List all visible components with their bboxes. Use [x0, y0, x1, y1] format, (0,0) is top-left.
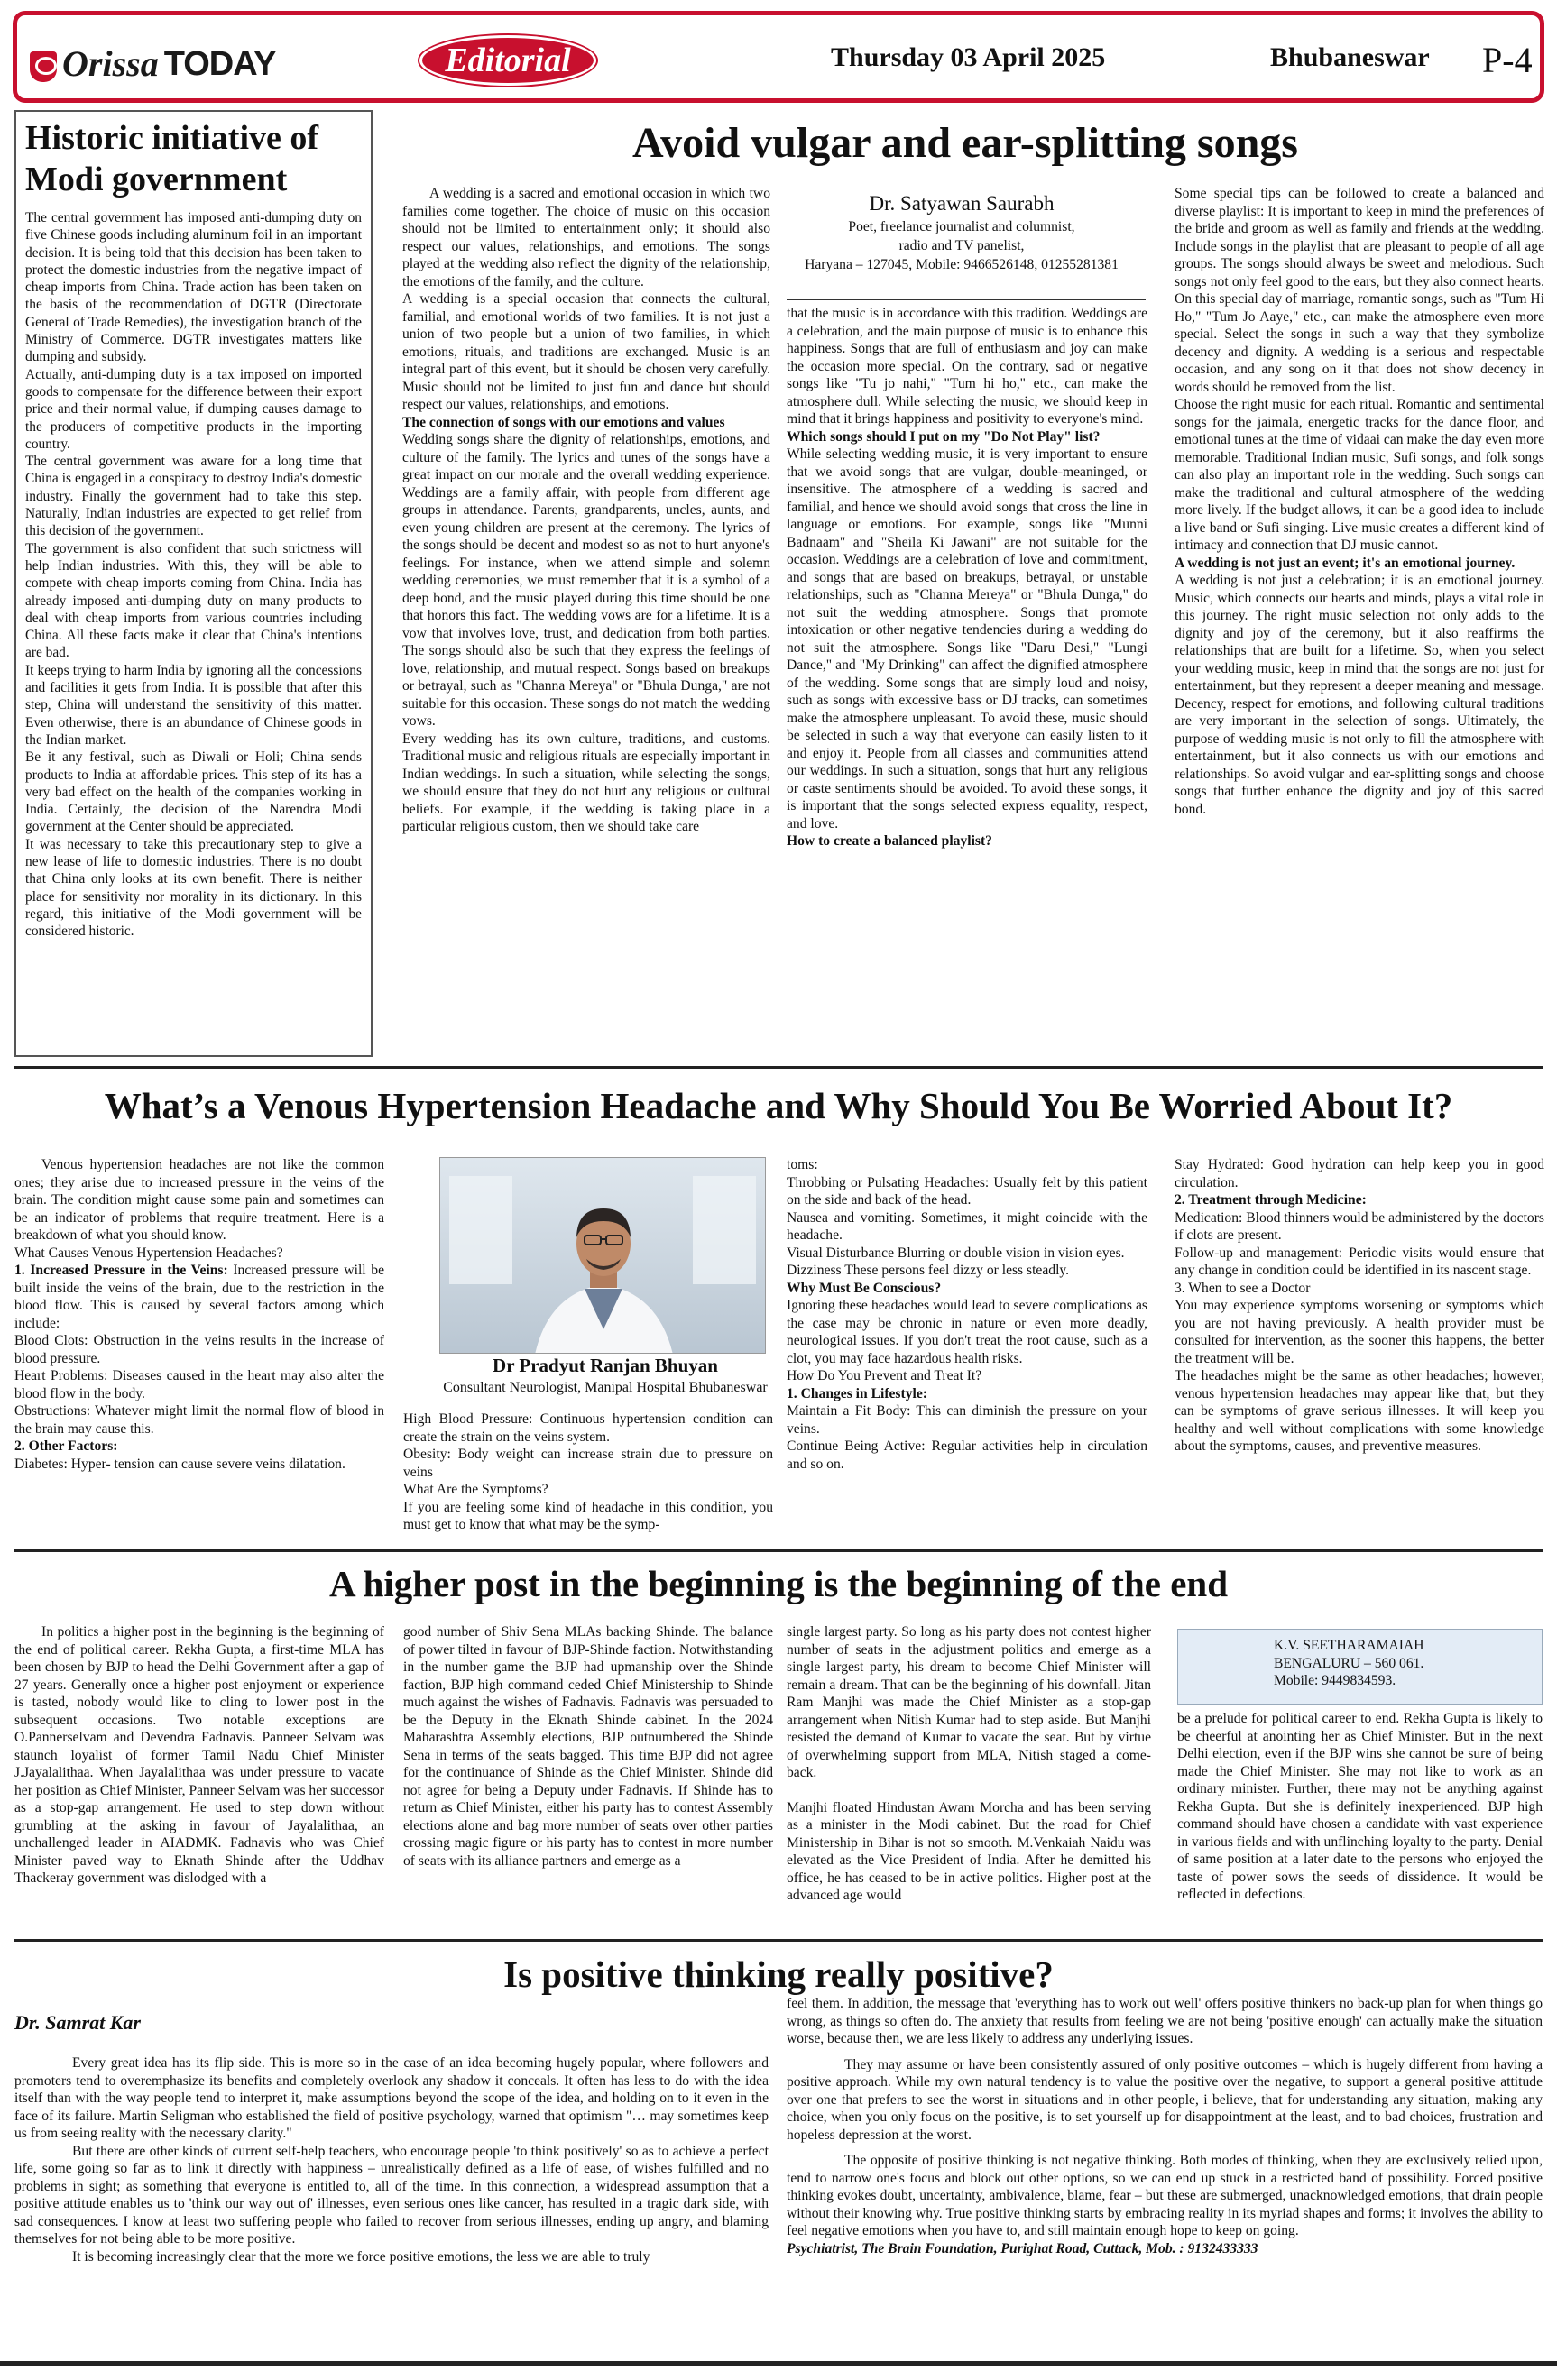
paragraph: It was necessary to take this precautionary step to give a new lease of life to domestic industries. There is no doubt that China only looks at its own benefit. There is neither place for sensitivity nor morality in its dictionary. In this regard, this initiative of the Modi government will be considered historic. — [25, 836, 362, 940]
author-byline — [778, 190, 1146, 274]
article2-column-2 — [787, 305, 1147, 850]
article-title-avoid-vulgar-songs: Avoid vulgar and ear-splitting songs — [632, 119, 1298, 167]
paragraph: A wedding is a sacred and emotional occasion in which two families come together. The choice of music on this occasion should not be limited to entertainment only; it should also respect our values, relationships, and emotions. The songs played at the wedding also reflect the dignity of the relationship, the emotions of the family, and the culture. — [402, 186, 770, 289]
subheading: Why Must Be Conscious? — [787, 1280, 942, 1296]
subheading: 2. Treatment through Medicine: — [1175, 1192, 1367, 1208]
paragraph: feel them. In addition, the message that 'everything has to work out well' offers positive thinkers no back-up plan for when things go wrong, as things so often do. The anxiety that results from feeling we are not being 'positive enough' can actually make the situation worse, because then, we are less likely to address any underlying issues. — [787, 1996, 1543, 2046]
article-title-venous-headache: What’s a Venous Hypertension Headache and Why Should You Be Worried About It? — [104, 1085, 1453, 1126]
author-mobile: Mobile: 9449834593. — [1274, 1673, 1396, 1688]
paragraph: It is becoming increasingly clear that the more we force positive emotions, the less we are able to truly — [72, 2248, 650, 2265]
paragraph: A wedding is a special occasion that connects the cultural, familial, and emotional worlds of two families. It is not just a union of two people but a union of two families, in which emotions, rituals, and traditions are exchanged. Music is an integral part of this event, but it should be chosen very carefully. Music should not be limited to just fun and dance but should respect our values, relationships, and emotions. — [402, 291, 770, 412]
paragraph: Throbbing or Pulsating Headaches: Usually felt by this patient on the side and back of the head. — [787, 1174, 1147, 1208]
paragraph: Nausea and vomiting. Sometimes, it might coincide with the headache. — [787, 1209, 1147, 1243]
paragraph: 3. When to see a Doctor — [1175, 1280, 1311, 1296]
author-desc: Poet, freelance journalist and columnist, — [848, 219, 1075, 234]
paragraph: It keeps trying to harm India by ignoring all the concessions and facilities it gets from India. It is possible that after this step, China will understand the sensitivity of this matter. Even otherwise, there is an abundance of Chinese goods in the Indian market. — [25, 662, 362, 748]
paragraph: good number of Shiv Sena MLAs backing Shinde. The balance of power tilted in favour of BJP-Shinde faction. Notwithstanding in the number game the BJP had upmanship over the Shinde faction, BJP high command ceded Chief Ministership to Shinde much against the wishes of Fadnavis. Fadnavis was persuaded to be the Deputy in the Eknath Shinde cabinet. In the 2024 Maharashtra Assembly elections, BJP outnumbered the Shinde Sena in terms of the seats bagged. This time BJP did not agree for the continuance of Shinde as the Chief Minister. Shinde did not agree for being a Deputy under Fadnavis. If Shinde has to return as Chief Minister, either his party has to contest Assembly elections alone and bag more number of seats over other parties crossing magic figure or his party has to contest in more number of seats with its alliance partners and emerge as a — [403, 1624, 773, 1869]
section-divider — [14, 1939, 1543, 1942]
section-divider — [14, 1549, 1543, 1552]
paragraph: A wedding is not just a celebration; it is an emotional journey. Music, which connects our hearts and minds, plays a vital role in this journey. The right music selection not only adds to the dignity and joy of the ceremony, but it also reaffirms the relationships that are built for a lifetime. So, when you select your wedding music, keep in mind that the songs are not just for entertainment, but they represent a deeper meaning and message. Decency, respect for emotions, and following cultural traditions are very important in the selection of songs. Ultimately, the purpose of wedding music is not only to fill the atmosphere with entertainment, but it also connects us with our emotions and relationships. So avoid vulgar and ear-splitting songs and choose songs that further enhance the dignity and joy of this sacred bond. — [1175, 573, 1544, 817]
paragraph: While selecting wedding music, it is very important to ensure that we avoid songs that are vulgar, double-meaninged, or insensitive. The atmosphere of a wedding is sacred and familial, and hence we should avoid songs that cross the line in language or emotions. For example, songs like "Munni Badnaam" and "Sheila Ki Jawani" are not suitable for the occasion. Weddings are a celebration of love and commitment, and songs that are based on breakups, betrayal, or unstable relationships, such as "Channa Mereya" or "Bhula Dunga," do not suit the wedding atmosphere. Songs that promote intoxication or other negative tendencies during a wedding do not suit the atmosphere. Songs like "Daru Desi," "Lungi Dance," and "My Drinking" can affect the dignified atmosphere of the wedding. Some songs that are simply loud and noisy, such as songs with excessive bass or DJ tracks, can sometimes make the atmosphere unpleasant. To avoid these, music should be selected in such a way that everyone can easily listen to it and enjoy it. People from all classes and communities attend our weddings. In such a situation, songs that hurt any religious or caste sentiments should be avoided. To avoid these songs, it is important that the songs selected express equality, respect, and love. — [787, 446, 1147, 832]
logo-text: Orissa — [62, 43, 159, 84]
section-badge: Editorial — [419, 35, 596, 86]
paragraph: But there are other kinds of current self-help teachers, who encourage people 'to think positively' so as to achieve a perfect life, some going so far as to link it directly with happiness – unrealistically defined as a life of ease, of wishes fulfilled and no problems in sight; as something that everyone is entitled to, all of the time. In this connection, a widespread assumption that a positive attitude enables us to 'think our way out of' illnesses, even serious ones like cancer, has resulted in a tragic dark side, with sad consequences. I know at least two suffering people who failed to recover from serious illnesses, ending up angry, and blaming themselves for not being able to be more positive. — [14, 2143, 769, 2247]
paragraph: be a prelude for political career to end. Rekha Gupta is likely to be cheerful at anointing her as Chief Minister. But in the next Delhi election, even if the BJP wins she cannot be sure of being made the Chief Minister. She may not like to work as an ordinary minister. Further, there may not be anything against Rekha Gupta. But she is definitely inexperienced. BJP high command should have chosen a candidate with vast experience in various fields and with unflinching loyalty to the party. Denial of same position at a later date to the persons who enjoyed the taste of power sows the seeds of dissidence. It would be reflected in defections. — [1177, 1711, 1543, 1902]
article4-column-3 — [787, 1623, 1151, 1905]
paragraph: The central government has imposed anti-dumping duty on five Chinese goods including aluminum foil in an important decision. It is being told that this decision has been taken to protect the domestic industries from the negative impact of cheap imports from China. Trade action has been taken on the basis of the recommendation of DGTR (Directorate General of Trade Remedies), the investigation branch of the Ministry of Commerce. DGTR investigates matters like dumping and subsidy. — [25, 210, 362, 365]
paragraph: Every wedding has its own culture, traditions, and customs. Traditional music and religious rituals are especially important in Indian weddings. In such a situation, while selecting the songs, we should ensure that they do not hurt any religious or cultural beliefs. For example, if the wedding is taking place in a particular religious custom, then we should take care — [402, 731, 770, 834]
paragraph: Medication: Blood thinners would be administered by the doctors if clots are present. — [1175, 1209, 1544, 1243]
article5-column-1 — [14, 2054, 769, 2265]
divider — [787, 299, 1146, 300]
subheading: 2. Other Factors: — [14, 1438, 118, 1454]
article2-column-1 — [402, 185, 770, 836]
paragraph: They may assume or have been consistently assured of only positive outcomes – which is hugely different from having a positive approach. While my own natural tendency is to value the positive over the negative, to support a general positive attitude over one that prefers to see the worst in situations and in other people, i believe, that for understanding any situation, making any choice, when you only focus on the positive, is to set yourself up for disappointment at the least, and to bad choices, frustration and hopeless depression at the worst. — [787, 2056, 1543, 2143]
paragraph: Choose the right music for each ritual. Romantic and sentimental songs for the jaimala, energetic tracks for the dance floor, and emotional tunes at the time of vidaai can make the day even more memorable. Traditional Indian music, Sufi songs, and folk songs can also play an important role in the wedding. Such songs can make the traditional and cultural atmosphere of the wedding more lively. If the budget allows, it can be a good idea to include a live band or Sufi singing. Live music creates a different kind of intimacy and connection that DJ music cannot. — [1175, 397, 1544, 553]
paragraph: In politics a higher post in the beginning is the beginning of the end of political career. Rekha Gupta, a first-time MLA has been chosen by BJP to head the Delhi Government after a gap of 27 years. Generally once a higher post enjoyment or experience is tasted, nobody would like to cling to lower post in the subsequent occasions. Two notable exceptions are O.Pannerselvam and Devendra Fadnavis. Panneer Selvam was staunch loyalist of former Tamil Nadu Chief Minister J.Jayalalithaa. When Jayalalithaa was under pressure to vacate her position as Chief Minister, Panneer Selvam was her successor as a stop-gap arrangement. He used to step down without grumbling at the asking in favour of Jayalalithaa, an unchallenged leader in AIADMK. Fadnavis who was Chief Minister paved way to Eknath Shinde after the Uddhav Thackeray government was dislodged with a — [14, 1624, 384, 1886]
article-title-positive-thinking: Is positive thinking really positive? — [503, 1953, 1054, 1995]
issue-city: Bhubaneswar — [1270, 42, 1430, 72]
article3-column-3 — [787, 1156, 1147, 1473]
paragraph: Be it any festival, such as Diwali or Holi; China sends products to India at affordable prices. This step of its has a very bad effect on the health of the companies working in India. Certainly, the decision of the Narendra Modi government at the Center should be appreciated. — [25, 749, 362, 835]
paragraph: Diabetes: Hyper- tension can cause severe veins dilatation. — [14, 1456, 345, 1472]
paragraph: Follow-up and management: Periodic visits would ensure that any change in condition could be identified in its nascent stage. — [1175, 1245, 1544, 1278]
author-desc: radio and TV panelist, — [898, 238, 1025, 253]
paragraph: High Blood Pressure: Continuous hypertension condition can create the strain on the veins system. — [403, 1411, 773, 1445]
paragraph: If you are feeling some kind of headache in this condition, you must get to know that what may be the symp- — [403, 1499, 773, 1532]
paragraph: Blood Clots: Obstruction in the veins results in the increase of blood pressure. — [14, 1333, 384, 1366]
logo-emblem-icon — [30, 51, 57, 82]
author-name: K.V. SEETHARAMAIAH — [1274, 1638, 1424, 1653]
paragraph: Stay Hydrated: Good hydration can help keep you in good circulation. — [1175, 1157, 1544, 1190]
page-number: P-4 — [1482, 40, 1533, 80]
paragraph: The government is also confident that such strictness will help Indian industries. With this, they will be able to compete with cheap imports coming from China. India has already imposed anti-dumping duty on many products to deal with cheap imports from various countries including China. All these facts make it clear that China's intentions are bad. — [25, 540, 362, 661]
paragraph: What Are the Symptoms? — [403, 1482, 548, 1497]
paragraph: The central government was aware for a long time that China is engaged in a conspiracy to destroy India's domestic industry. Finally the government had to take this step. Naturally, Indian industries are expected to get relief from this decision of the government. — [25, 454, 362, 539]
paragraph: Ignoring these headaches would lead to severe complications as the case may be chronic in nature or even more deadly, neurological issues. If you don't treat the root cause, such as a clot, you may face hazardous health risks. — [787, 1298, 1147, 1366]
article-title: Historic initiative of Modi government — [25, 119, 319, 198]
page-bottom-rule — [0, 2361, 1557, 2366]
paragraph: Venous hypertension headaches are not like the common ones; they arise due to increased pressure in the veins of the brain. The condition might cause some pain and sometimes can be an indicator of problems that require treatment. Here is a breakdown of what you should know. — [14, 1157, 384, 1243]
issue-date: Thursday 03 April 2025 — [831, 42, 1106, 72]
article4-column-1 — [14, 1623, 384, 1888]
article2-column-3 — [1175, 185, 1544, 818]
paragraph: Wedding songs share the dignity of relationships, emotions, and culture of the family. The lyrics and tunes of the songs have a great impact on our morale and the overall wedding experience. Weddings are a family affair, with people from different age groups in attendance. Parents, grandparents, uncles, aunts, and even young children are present at the ceremony. The lyrics of the songs should be decent and modest so as not to hurt anyone's feelings. For instance, when we attend simple and solemn wedding ceremonies, we must remember that it is a symbol of a deep bond, and the music played during this time should be one that honors this fact. The wedding vows are for a lifetime. It is a vow that involves love, trust, and dedication from both parties. The songs should also be such that they express the feelings of love, relationship, and mutual respect. Songs based on breakups or betrayal, such as "Channa Mereya" or "Bhula Dunga," are not suitable for this occasion. These songs do not match the wedding vows. — [402, 432, 770, 729]
paragraph: Some special tips can be followed to create a balanced and diverse playlist: It is important to keep in mind the preferences of the bride and groom as well as family and friends at the wedding. Include songs in the playlist that are pleasant to people of all age groups. The songs should always be sweet and melodious. Such songs not only feel good to the ears, but they also connect hearts. On this special day of marriage, romantic songs, such as "Tum Hi Ho," "Tum Jo Aaye," etc., can make the atmosphere even more special. Select the songs in such a way that they symbolize decency and dignity. A wedding is a serious and respectable occasion, and any song on it that does not show decency in words should be removed from the list. — [1175, 186, 1544, 395]
logo-text-today: TODAY — [163, 45, 276, 83]
paragraph: The opposite of positive thinking is not negative thinking. Both modes of thinking, when they are exclusively relied upon, tend to narrow one's focus and block out other options, so we can end up stuck in a restricted band of possibility. Forced positive thinking evokes doubt, uncertainty, ambivalence, blame, fear – but these are submerged, unacknowledged emotions, that drain people without their knowing why. True positive thinking starts by embracing reality in its myriad shapes and forms; it involves the ability to feel negative emotions when you have to, and still maintain enough hope to keep on going. — [787, 2153, 1543, 2238]
article3-column-4 — [1175, 1156, 1544, 1456]
paragraph: toms: — [787, 1157, 818, 1172]
paragraph: The headaches might be the same as other headaches; however, venous hypertension headaches may appear like that, but they can be symptoms of grave serious illnesses. It will keep you healthy and well without complications with some knowledge about the symptoms, causes, and preventive measures. — [1175, 1368, 1544, 1454]
paragraph: Obstructions: Whatever might limit the normal flow of blood in the brain may cause this. — [14, 1403, 384, 1437]
section-divider — [14, 1066, 1543, 1069]
paragraph: single largest party. So long as his party does not contest higher number of seats in the adjustment politics and emerge as a single largest party, his dream to become Chief Minister will remain a dream. That can be the beginning of his downfall. Jitan Ram Manjhi was made the Chief Minister as a stop-gap arrangement when Nitish Kumar had to step aside. But Manjhi resisted the demand of Kumar to vacate the seat. But by virtue of overwhelming support from MLA, Nitish staged a come-back. — [787, 1624, 1151, 1780]
author-contact-box — [1177, 1629, 1543, 1705]
article3-column-2 — [403, 1411, 773, 1534]
author-city: BENGALURU – 560 061. — [1274, 1655, 1424, 1671]
author-name: Dr. Samrat Kar — [14, 2011, 141, 2034]
article3-column-1 — [14, 1156, 384, 1473]
paragraph: Visual Disturbance Blurring or double vision in vision eyes. — [787, 1245, 1125, 1261]
article4-column-4 — [1177, 1710, 1543, 1904]
subheading: The connection of songs with our emotions and values — [402, 414, 725, 430]
article4-column-2 — [403, 1623, 773, 1870]
paragraph: You may experience symptoms worsening or symptoms which you are not having previously. A health provider must be consulted for intervention, as the sooner this happens, the better the treatment will be. — [1175, 1298, 1544, 1366]
subheading: Which songs should I put on my "Do Not Play" list? — [787, 428, 1101, 445]
author-name: Dr. Satyawan Saurabh — [869, 192, 1055, 215]
subheading: How to create a balanced playlist? — [787, 833, 992, 849]
paragraph: Dizziness These persons feel dizzy or less steadly. — [787, 1263, 1070, 1278]
article5-column-2 — [787, 1995, 1543, 2257]
subheading: A wedding is not just an event; it's an emotional journey. — [1175, 555, 1516, 571]
author-contact: Haryana – 127045, Mobile: 9466526148, 01255281381 — [805, 257, 1119, 272]
article-title-higher-post: A higher post in the beginning is the beginning of the end — [329, 1563, 1228, 1604]
paragraph: Increased pressure will be built inside the veins of the brain, due to the restriction in the blood flow. This is caused by several factors among which include: — [14, 1263, 384, 1331]
masthead — [13, 11, 1544, 103]
paragraph: Obesity: Body weight can increase strain due to pressure on veins — [403, 1447, 773, 1480]
paragraph: Actually, anti-dumping duty is a tax imposed on imported goods to compensate for the difference between their export price and their normal value, if dumping causes damage to the producers of competitive products in the importing country. — [25, 366, 362, 452]
paragraph: How Do You Prevent and Treat It? — [787, 1368, 982, 1383]
newspaper-logo[interactable] — [30, 28, 276, 82]
article-historic-initiative — [14, 110, 373, 1057]
subheading: 1. Increased Pressure in the Veins: — [14, 1263, 228, 1278]
doctor-designation: Consultant Neurologist, Manipal Hospital Bhubaneswar — [443, 1380, 768, 1395]
paragraph: Manjhi floated Hindustan Awam Morcha and has been serving as a minister in the Modi cabinet. But the road for Chief Ministership in Bihar is not so smooth. M.Venkaiah Naidu was elevated as the Vice President of India. After he demitted his office, he has ceased to be in active politics. Higher post at the advanced age would — [787, 1799, 1151, 1903]
doctor-portrait-image — [440, 1158, 766, 1354]
paragraph: Continue Being Active: Regular activities help in circulation and so on. — [787, 1438, 1147, 1472]
doctor-photo — [439, 1157, 766, 1354]
author-signoff: Psychiatrist, The Brain Foundation, Purighat Road, Cuttack, Mob. : 9132433333 — [787, 2240, 1258, 2256]
paragraph: What Causes Venous Hypertension Headaches? — [14, 1245, 283, 1261]
doctor-name: Dr Pradyut Ranjan Bhuyan — [493, 1355, 718, 1376]
paragraph: Heart Problems: Diseases caused in the heart may also alter the blood flow in the body. — [14, 1368, 384, 1401]
subheading: 1. Changes in Lifestyle: — [787, 1385, 927, 1401]
paragraph: that the music is in accordance with this tradition. Weddings are a celebration, and the main purpose of music is to enhance this happiness. Songs that are full of enthusiasm and joy can make the occasion more special. On the contrary, sad or negative songs like "Tu jo nahi," "Tum hi ho," etc., can make the atmosphere dull. While selecting the music, we should keep in mind that it brings happiness and positivity to everyone's mind. — [787, 306, 1147, 427]
paragraph: Maintain a Fit Body: This can diminish the pressure on your veins. — [787, 1403, 1147, 1437]
paragraph: Every great idea has its flip side. This is more so in the case of an idea becoming hugely popular, where followers and promoters tend to overemphasize its benefits and completely overlook any shadow it conceals. It often has less to do with the idea itself than with the way people tend to interpret it, make assumptions beyond the scope of the idea, and holding on to it even in the face of its failure. Martin Seligman who established the field of positive psychology, warned that optimism "… may sometimes keep us from seeing reality with the necessary clarity." — [14, 2055, 769, 2141]
